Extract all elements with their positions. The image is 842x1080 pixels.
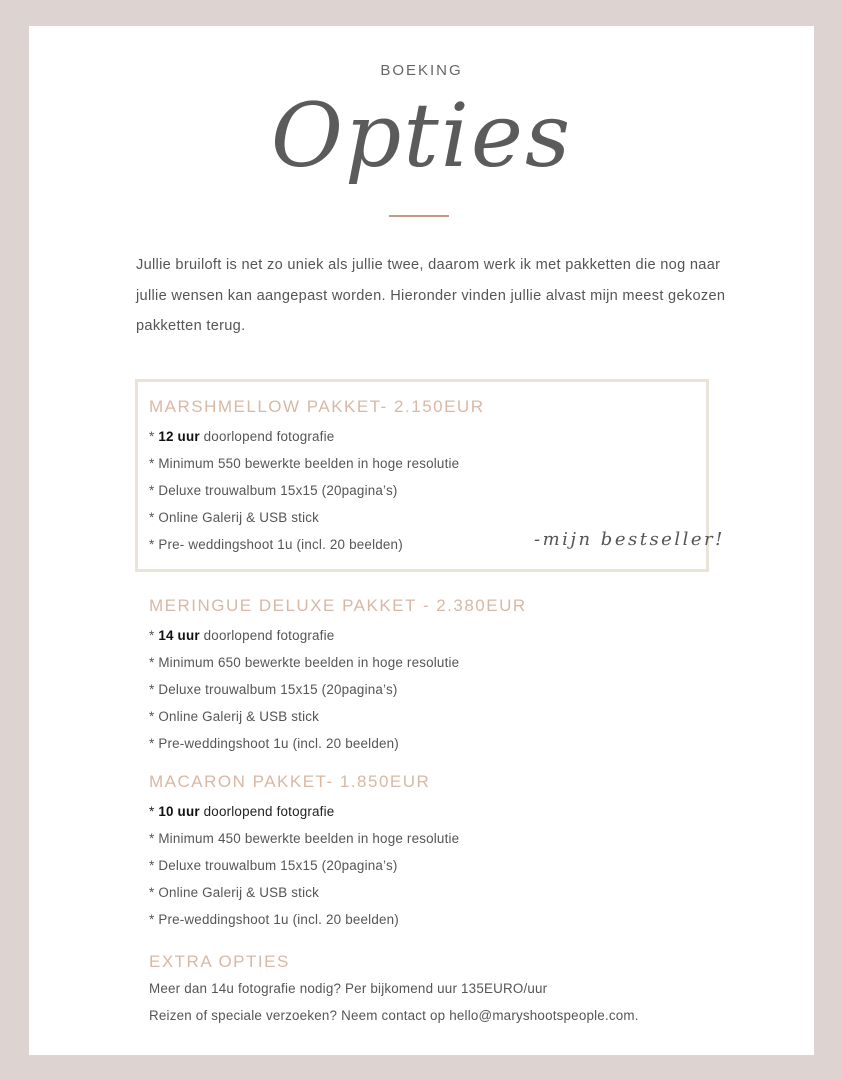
package-meringue [149, 596, 709, 757]
feature-hours: * 14 uur doorlopend fotografie [149, 628, 335, 643]
feature-images: * Minimum 450 bewerkte beelden in hoge resolutie [149, 831, 460, 846]
feature-images: * Minimum 550 bewerkte beelden in hoge resolutie [149, 456, 460, 471]
package-features [149, 798, 709, 933]
title-divider [389, 215, 449, 217]
feature-gallery: * Online Galerij & USB stick [149, 885, 320, 900]
package-title: MACARON PAKKET- 1.850EUR [149, 772, 431, 791]
document-page [29, 26, 814, 1055]
feature-preshoot: * Pre- weddingshoot 1u (incl. 20 beelden) [149, 537, 403, 552]
extra-title: EXTRA OPTIES [149, 952, 290, 971]
hours-text: doorlopend fotografie [199, 628, 335, 643]
feature-album: * Deluxe trouwalbum 15x15 (20pagina’s) [149, 858, 398, 873]
extra-contact-line: Reizen of speciale verzoeken? Neem contact op hello@maryshootspeople.com. [149, 1008, 639, 1023]
feature-hours: * 12 uur doorlopend fotografie [149, 429, 335, 444]
feature-album: * Deluxe trouwalbum 15x15 (20pagina’s) [149, 483, 398, 498]
feature-hours: * 10 uur doorlopend fotografie [149, 804, 335, 819]
feature-gallery: * Online Galerij & USB stick [149, 709, 320, 724]
hours-value: 12 uur [158, 429, 200, 444]
extra-options [149, 952, 789, 1029]
feature-images: * Minimum 650 bewerkte beelden in hoge resolutie [149, 655, 460, 670]
hours-text: doorlopend fotografie [199, 429, 335, 444]
bestseller-note: -mijn bestseller! [534, 529, 725, 550]
package-title: MARSHMELLOW PAKKET- 2.150EUR [149, 397, 485, 416]
page-title: Opties [270, 84, 573, 187]
package-features [149, 622, 709, 757]
section-eyebrow: BOEKING [380, 62, 463, 79]
feature-gallery: * Online Galerij & USB stick [149, 510, 320, 525]
feature-preshoot: * Pre-weddingshoot 1u (incl. 20 beelden) [149, 736, 399, 751]
extra-hours-line: Meer dan 14u fotografie nodig? Per bijkomend uur 135EURO/uur [149, 981, 548, 996]
hours-text: doorlopend fotografie [199, 804, 335, 819]
package-macaron [149, 772, 709, 933]
intro-paragraph: Jullie bruiloft is net zo uniek als jullie twee, daarom werk ik met pakketten die nog naar jullie wensen kan aangepast worden. Hieronder vinden jullie alvast mijn meest gekozen pakketten terug. [136, 257, 726, 334]
feature-album: * Deluxe trouwalbum 15x15 (20pagina’s) [149, 682, 398, 697]
feature-preshoot: * Pre-weddingshoot 1u (incl. 20 beelden) [149, 912, 399, 927]
package-title: MERINGUE DELUXE PAKKET - 2.380EUR [149, 596, 527, 615]
hours-value: 10 uur [158, 804, 200, 819]
hours-value: 14 uur [158, 628, 200, 643]
